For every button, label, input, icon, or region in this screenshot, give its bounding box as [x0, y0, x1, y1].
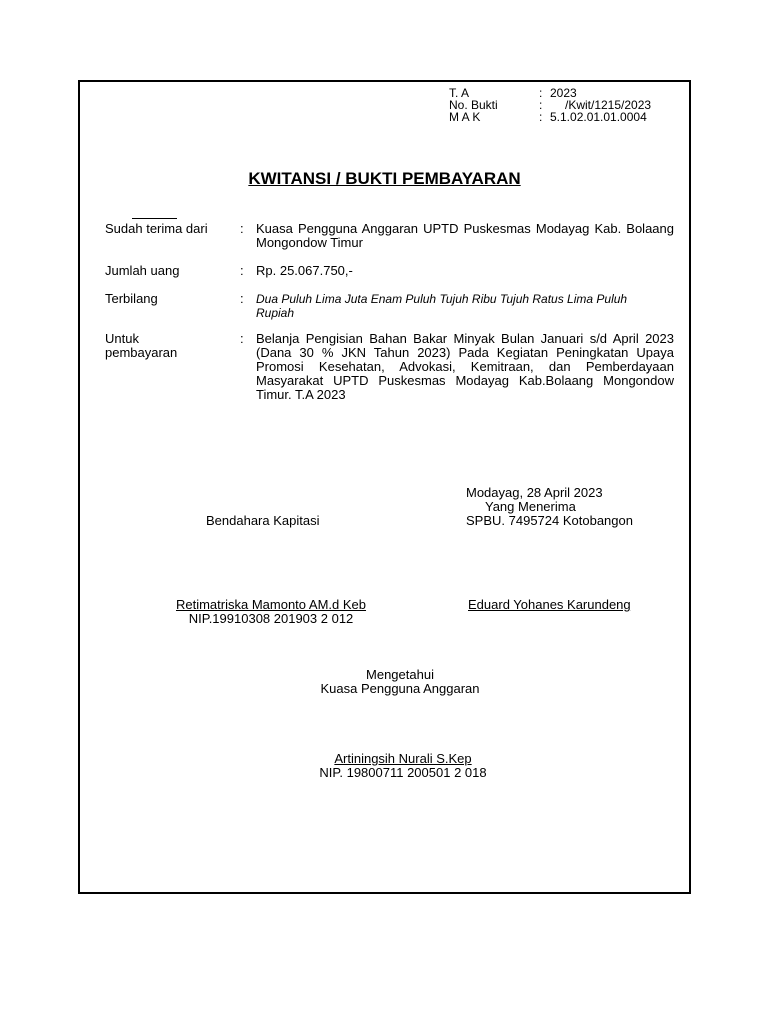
treasurer-signature — [140, 598, 402, 626]
untuk-label-line2: pembayaran — [105, 345, 178, 360]
kpa-signature — [288, 752, 518, 780]
terbilang-colon: : — [240, 291, 244, 306]
receiver-name: Eduard Yohanes Karundeng — [468, 597, 631, 612]
mak-colon: : — [539, 110, 543, 124]
jumlah-colon: : — [240, 263, 244, 278]
receiver-org: SPBU. 7495724 Kotobangon — [466, 513, 633, 528]
untuk-label-line1: Untuk — [105, 331, 139, 346]
bukti-label: No. Bukti — [449, 98, 498, 112]
terbilang-value: Dua Puluh Lima Juta Enam Puluh Tujuh Ribu Tujuh Ratus Lima Puluh Rupiah — [256, 292, 628, 320]
receiver-role: Yang Menerima — [485, 499, 576, 514]
ta-value: 2023 — [550, 86, 577, 100]
treasurer-name: Retimatriska Mamonto AM.d Keb — [175, 597, 367, 612]
acknowledge-label: Mengetahui — [366, 667, 434, 682]
jumlah-value: Rp. 25.067.750,- — [256, 263, 353, 278]
mak-value: 5.1.02.01.01.0004 — [550, 110, 647, 124]
ta-label: T. A — [449, 86, 470, 100]
separator-line — [132, 218, 177, 219]
untuk-value: Belanja Pengisian Bahan Bakar Minyak Bulan Januari s/d April 2023 (Dana 30 % JKN Tahun 2023) Pada Kegiatan Peningkatan Upaya Promosi Kesehatan, Advokasi, Kemitraan, dan Pemberdayaan Masyarakat UPTD Puskesmas Modayag Kab.Bolaang Mongondow Timur. T.A 2023 — [256, 331, 674, 402]
place-date: Modayag, 28 April 2023 — [466, 485, 603, 500]
terima-colon: : — [240, 221, 244, 236]
treasurer-role: Bendahara Kapitasi — [206, 513, 320, 528]
terbilang-label: Terbilang — [105, 291, 158, 306]
document-title: KWITANSI / BUKTI PEMBAYARAN — [248, 169, 521, 188]
kpa-block — [280, 668, 520, 696]
untuk-colon: : — [240, 331, 244, 346]
kpa-role: Kuasa Pengguna Anggaran — [320, 681, 480, 696]
kpa-nip: NIP. 19800711 200501 2 018 — [319, 765, 487, 780]
jumlah-label: Jumlah uang — [105, 263, 180, 278]
terima-label: Sudah terima dari — [105, 221, 208, 236]
bukti-colon: : — [539, 98, 543, 112]
terima-value: Kuasa Pengguna Anggaran UPTD Puskesmas Modayag Kab. Bolaang Mongondow Timur — [256, 221, 674, 250]
treasurer-nip: NIP.19910308 201903 2 012 — [188, 611, 354, 626]
ta-colon: : — [539, 86, 543, 100]
mak-label: M A K — [449, 110, 481, 124]
bukti-value: /Kwit/1215/2023 — [565, 98, 652, 112]
kpa-name: Artiningsih Nurali S.Kep — [334, 751, 472, 766]
